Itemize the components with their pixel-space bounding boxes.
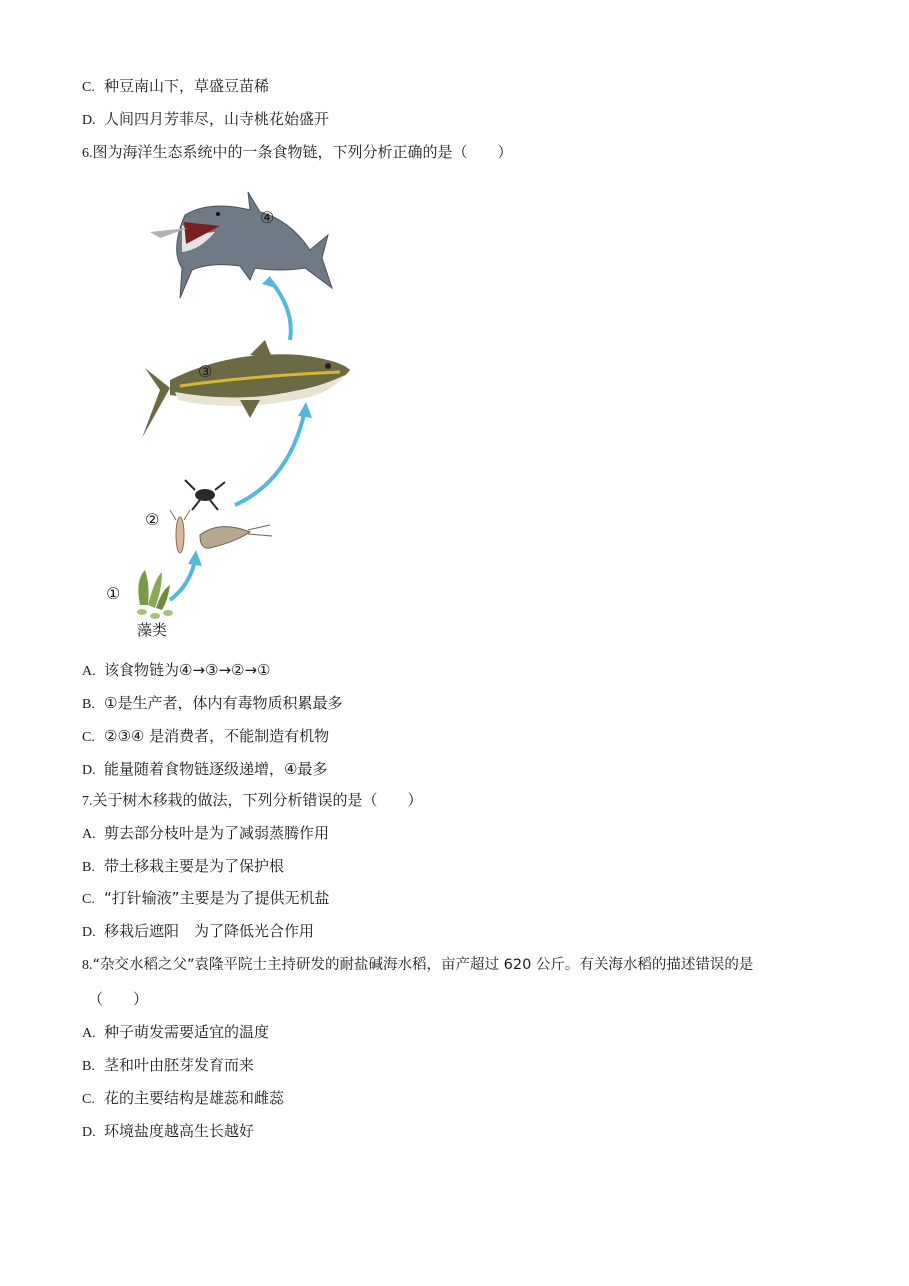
option-label: C.	[82, 1092, 95, 1107]
option-text: 移栽后遮阳 为了降低光合作用	[104, 922, 315, 940]
option-text: 剪去部分枝叶是为了减弱蒸腾作用	[104, 824, 330, 842]
question-7	[82, 790, 423, 812]
option-label: A.	[82, 1026, 96, 1041]
option-text: 种子萌发需要适宜的温度	[104, 1023, 270, 1041]
option-label: B.	[82, 1059, 95, 1074]
option-6d	[82, 759, 327, 781]
option-d-prev	[82, 109, 329, 131]
question-text: “杂交水稻之父”袁隆平院士主持研发的耐盐碱海水稻，亩产超过 620 公斤。有关海水稻的描述错误的是	[92, 957, 754, 973]
question-8	[82, 955, 753, 976]
option-label: C.	[82, 80, 95, 95]
question-text: 关于树木移栽的做法，下列分析错误的是（ ）	[92, 791, 423, 809]
question-number: 7.	[82, 794, 93, 809]
fish-illustration	[142, 340, 350, 438]
label-4: ④	[260, 208, 275, 227]
label-3: ③	[198, 362, 213, 381]
question-number: 6.	[82, 146, 93, 161]
label-2: ②	[145, 510, 160, 529]
question-number: 8.	[82, 958, 93, 973]
shark-illustration	[150, 192, 332, 298]
option-text: ①是生产者，体内有毒物质积累最多	[104, 694, 343, 712]
option-c-prev	[82, 76, 269, 98]
option-text: 带土移栽主要是为了保护根	[104, 857, 285, 875]
option-text: 环境盐度越高生长越好	[104, 1122, 255, 1140]
option-label: B.	[82, 860, 95, 875]
option-text: “打针输液”主要是为了提供无机盐	[104, 889, 330, 907]
option-label: C.	[82, 892, 95, 907]
option-label: C.	[82, 730, 95, 745]
option-label: D.	[82, 113, 96, 128]
question-text: 图为海洋生态系统中的一条食物链，下列分析正确的是（ ）	[92, 143, 513, 161]
option-7d	[82, 921, 314, 943]
option-text: 花的主要结构是雄蕊和雌蕊	[104, 1089, 285, 1107]
option-7a	[82, 823, 329, 845]
question-8-paren: （ ）	[88, 990, 149, 1008]
option-6a	[82, 660, 271, 682]
algae-illustration	[137, 570, 173, 619]
option-8d	[82, 1121, 254, 1143]
option-text: 种豆南山下，草盛豆苗稀	[104, 77, 270, 95]
option-7b	[82, 856, 284, 878]
option-8c	[82, 1088, 284, 1110]
option-text: 茎和叶由胚芽发育而来	[104, 1056, 255, 1074]
option-label: A.	[82, 664, 96, 679]
option-8a	[82, 1022, 269, 1044]
option-text: 该食物链为④→③→②→①	[104, 661, 271, 679]
option-label: B.	[82, 697, 95, 712]
arrow-1-to-2	[170, 560, 195, 600]
food-chain-figure	[100, 180, 380, 650]
arrow-2-to-3	[235, 410, 305, 505]
option-text: 能量随着食物链逐级递增，④最多	[104, 760, 328, 778]
arrow-3-to-4	[270, 280, 291, 340]
figure-caption: 藻类	[137, 621, 168, 639]
option-label: D.	[82, 1125, 96, 1140]
option-text: ②③④ 是消费者，不能制造有机物	[104, 727, 330, 745]
question-6	[82, 142, 513, 164]
option-label: D.	[82, 763, 96, 778]
label-1: ①	[106, 584, 121, 603]
option-label: D.	[82, 925, 96, 940]
option-8b	[82, 1055, 254, 1077]
option-6c	[82, 726, 329, 748]
option-6b	[82, 693, 342, 715]
option-label: A.	[82, 827, 96, 842]
option-7c	[82, 888, 330, 910]
option-text: 人间四月芳菲尽，山寺桃花始盛开	[104, 110, 330, 128]
